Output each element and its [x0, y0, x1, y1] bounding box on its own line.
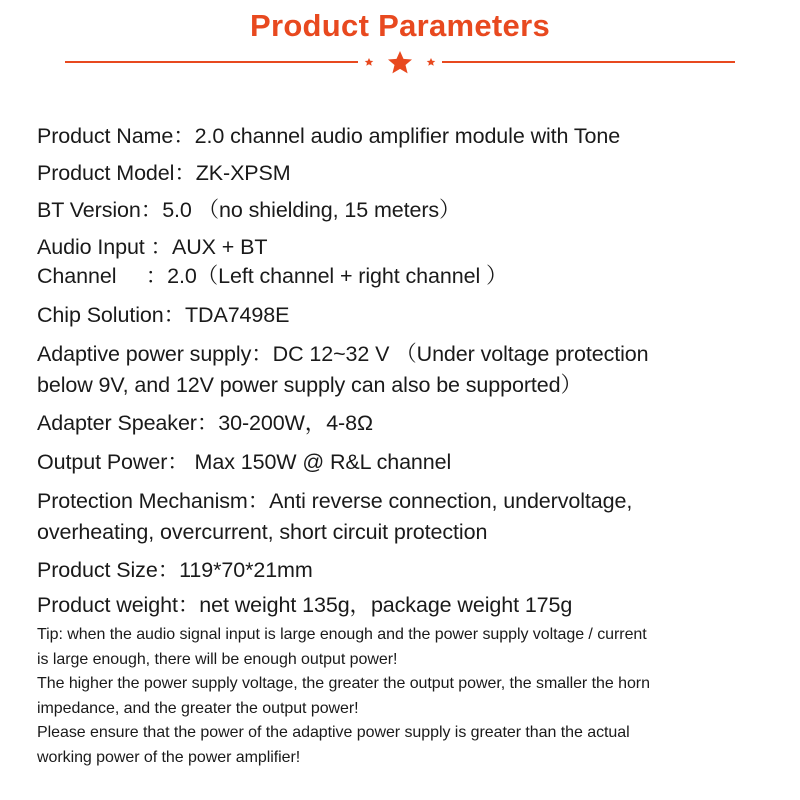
param-value: 2.0 channel audio amplifier module with Tone [194, 124, 621, 148]
param-separator: ： [140, 198, 163, 222]
param-adaptive-power-supply [37, 339, 797, 370]
param-value: 119*70*21mm [179, 558, 313, 582]
param-label: Product weight [37, 593, 178, 617]
param-value: AUX + BT [171, 235, 268, 259]
param-adaptive-power-supply-continued: below 9V, and 12V power supply can also be supported） [37, 373, 582, 397]
title-divider [0, 50, 800, 80]
param-separator: ： [163, 303, 185, 327]
tip-line: impedance, and the greater the output power! [37, 699, 359, 717]
tip-line: Tip: when the audio signal input is large enough and the power supply voltage / current [37, 626, 647, 643]
param-separator: ： [157, 558, 180, 582]
param-audio-input [37, 233, 797, 262]
param-product-weight [37, 590, 797, 621]
small-star-icon-right [427, 58, 436, 66]
param-separator: ： [173, 124, 195, 148]
param-label: Channel [37, 264, 117, 288]
param-label: Protection Mechanism [37, 489, 248, 513]
tip-line: The higher the power supply voltage, the greater the output power, the smaller the horn [37, 675, 650, 692]
param-product-name [37, 121, 797, 152]
param-separator: ： [196, 411, 219, 435]
param-protection-mechanism [37, 486, 797, 517]
param-label: Product Size [37, 558, 158, 582]
param-label: Adaptive power supply [37, 342, 252, 366]
param-separator: ： [247, 489, 270, 513]
param-separator: ： [167, 450, 189, 474]
param-product-size [37, 555, 797, 586]
tips-section [37, 623, 797, 770]
param-chip-solution [37, 300, 797, 331]
tip-line: working power of the power amplifier! [37, 748, 301, 766]
param-bt-version [37, 195, 797, 226]
param-label: BT Version [37, 198, 141, 222]
param-value: 2.0（Left channel + right channel ） [167, 264, 508, 288]
param-product-model [37, 158, 797, 189]
param-label: Product Name [37, 124, 174, 148]
param-label: Chip Solution [37, 303, 164, 327]
param-value: Anti reverse connection, undervoltage, [269, 489, 633, 513]
param-label: Audio Input [37, 235, 145, 259]
param-label: Adapter Speaker [37, 411, 197, 435]
param-value: DC 12~32 V （Under voltage protection [272, 342, 649, 366]
tip-line: is large enough, there will be enough output power! [37, 650, 398, 668]
param-value: 5.0 （no shielding, 15 meters） [162, 198, 461, 222]
param-value: 30-200W，4-8Ω [218, 411, 373, 435]
param-channel [37, 262, 797, 291]
header [0, 0, 800, 90]
page-title: Product Parameters [249, 8, 551, 43]
param-protection-mechanism-continued: overheating, overcurrent, short circuit protection [37, 520, 488, 544]
param-label: Output Power [37, 450, 168, 474]
parameter-list [37, 121, 797, 621]
star-icon [388, 51, 412, 73]
tip-line: Please ensure that the power of the adaptive power supply is greater than the actual [37, 724, 630, 741]
param-value: net weight 135g，package weight 175g [199, 593, 573, 617]
param-separator: ： [116, 264, 168, 288]
param-adapter-speaker [37, 408, 797, 439]
param-output-power [37, 447, 797, 478]
small-star-icon-left [365, 58, 374, 66]
param-separator: ： [174, 161, 196, 185]
param-value: ZK-XPSM [195, 161, 291, 185]
param-label: Product Model [37, 161, 175, 185]
param-separator: ： [177, 593, 200, 617]
param-separator: ： [144, 235, 172, 259]
param-separator: ： [251, 342, 273, 366]
param-value: TDA7498E [185, 303, 290, 327]
param-value: Max 150W @ R&L channel [188, 450, 452, 474]
